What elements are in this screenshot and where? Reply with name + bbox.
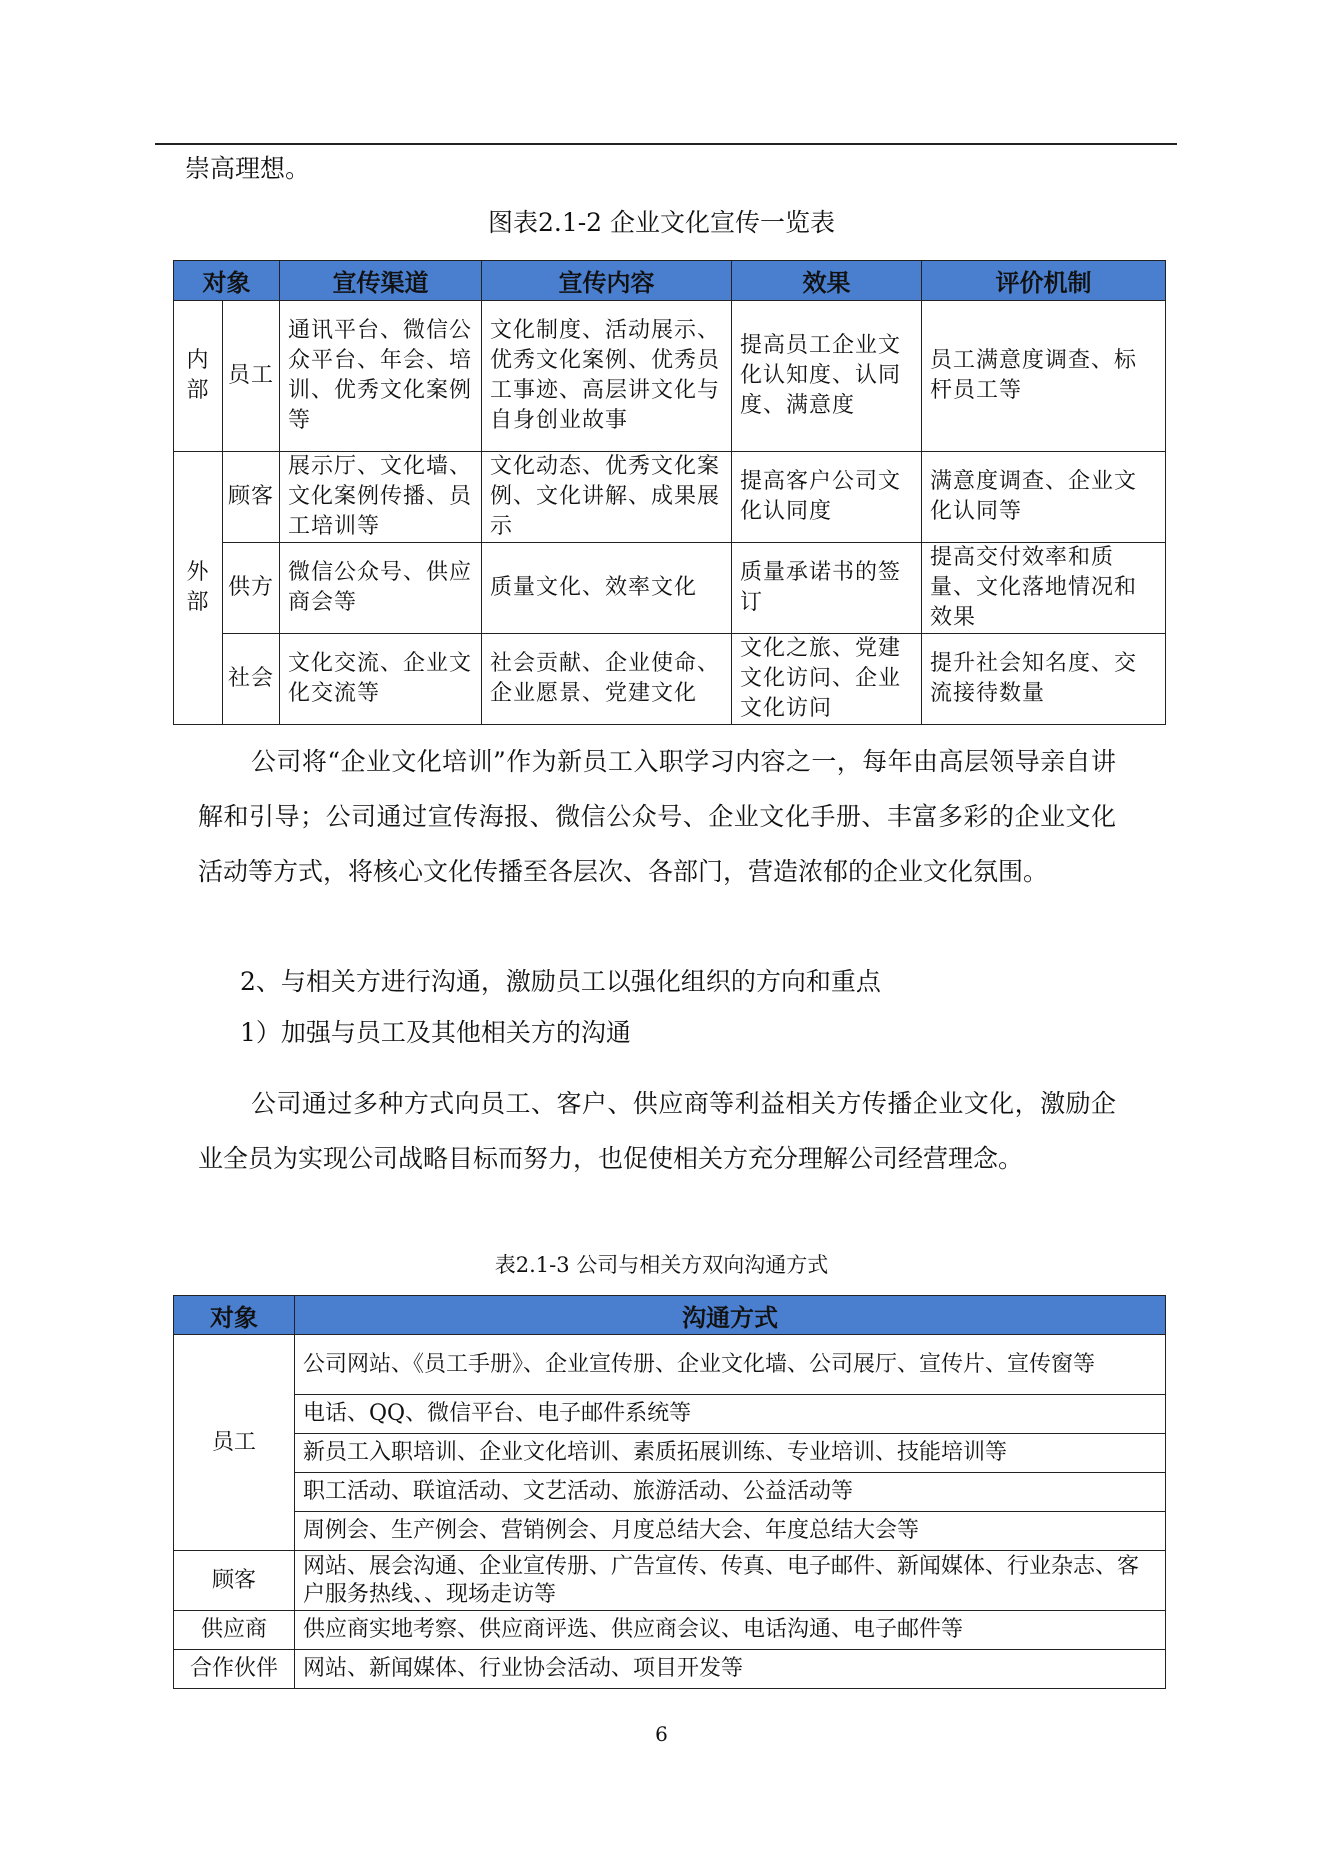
eval-cell: 提高交付效率和质量、文化落地情况和效果 <box>922 543 1166 634</box>
publicity-table <box>173 260 1166 725</box>
category-cell: 顾客 <box>174 1551 295 1611</box>
method-cell: 网站、展会沟通、企业宣传册、广告宣传、传真、电子邮件、新闻媒体、行业杂志、客户服务热线、、现场走访等 <box>295 1551 1166 1611</box>
table2-header-row <box>174 1296 1166 1335</box>
content-cell: 质量文化、效率文化 <box>482 543 732 634</box>
method-cell: 新员工入职培训、企业文化培训、素质拓展训练、专业培训、技能培训等 <box>295 1434 1166 1473</box>
group-cell: 外部 <box>174 452 223 725</box>
paragraph-2: 公司通过多种方式向员工、客户、供应商等利益相关方传播企业文化，激励企业全员为实现公司战略目标而努力，也促使相关方充分理解公司经营理念。 <box>198 1089 1116 1173</box>
table-row <box>174 452 1166 543</box>
table-row <box>174 1395 1166 1434</box>
category-cell: 员工 <box>174 1335 295 1551</box>
method-cell: 职工活动、联谊活动、文艺活动、旅游活动、公益活动等 <box>295 1473 1166 1512</box>
content-cell: 文化制度、活动展示、优秀文化案例、优秀员工事迹、高层讲文化与自身创业故事 <box>482 301 732 452</box>
header-effect: 效果 <box>732 261 922 301</box>
intro-line: 崇高理想。 <box>185 154 311 183</box>
method-cell: 网站、新闻媒体、行业协会活动、项目开发等 <box>295 1650 1166 1689</box>
table-row <box>174 1611 1166 1650</box>
subsection-heading-1: 1）加强与员工及其他相关方的沟通 <box>240 1018 631 1047</box>
sub-cell: 员工 <box>223 301 280 452</box>
category-cell: 供应商 <box>174 1611 295 1650</box>
effect-cell: 质量承诺书的签订 <box>732 543 922 634</box>
section-heading-2: 2、与相关方进行沟通，激励员工以强化组织的方向和重点 <box>240 967 881 996</box>
channel-cell: 通讯平台、微信公众平台、年会、培训、优秀文化案例等 <box>280 301 482 452</box>
method-cell: 供应商实地考察、供应商评选、供应商会议、电话沟通、电子邮件等 <box>295 1611 1166 1650</box>
header-channel: 宣传渠道 <box>280 261 482 301</box>
header-method: 沟通方式 <box>295 1296 1166 1335</box>
sub-cell: 供方 <box>223 543 280 634</box>
table-row <box>174 1473 1166 1512</box>
group-cell: 内部 <box>174 301 223 452</box>
channel-cell: 展示厅、文化墙、文化案例传播、员工培训等 <box>280 452 482 543</box>
eval-cell: 员工满意度调查、标杆员工等 <box>922 301 1166 452</box>
table-row <box>174 301 1166 452</box>
table2-caption: 表2.1-3 公司与相关方双向沟通方式 <box>494 1253 829 1277</box>
effect-cell: 提高员工企业文化认知度、认同度、满意度 <box>732 301 922 452</box>
table-row <box>174 1551 1166 1611</box>
effect-cell: 文化之旅、党建文化访问、企业文化访问 <box>732 634 922 725</box>
communication-table <box>173 1295 1166 1689</box>
sub-cell: 顾客 <box>223 452 280 543</box>
table1-header-row <box>174 261 1166 301</box>
header-object: 对象 <box>174 1296 295 1335</box>
eval-cell: 提升社会知名度、交流接待数量 <box>922 634 1166 725</box>
table-row <box>174 1434 1166 1473</box>
header-evaluation: 评价机制 <box>922 261 1166 301</box>
table-row <box>174 543 1166 634</box>
header-object: 对象 <box>174 261 280 301</box>
method-cell: 电话、QQ、微信平台、电子邮件系统等 <box>295 1395 1166 1434</box>
sub-cell: 社会 <box>223 634 280 725</box>
eval-cell: 满意度调查、企业文化认同等 <box>922 452 1166 543</box>
header-content: 宣传内容 <box>482 261 732 301</box>
content-cell: 社会贡献、企业使命、企业愿景、党建文化 <box>482 634 732 725</box>
page-number: 6 <box>655 1722 668 1746</box>
paragraph-1: 公司将“企业文化培训”作为新员工入职学习内容之一，每年由高层领导亲自讲解和引导；公司通过宣传海报、微信公众号、企业文化手册、丰富多彩的企业文化活动等方式，将核心文化传播至各层次、各部门，营造浓郁的企业文化氛围。 <box>198 747 1116 886</box>
channel-cell: 微信公众号、供应商会等 <box>280 543 482 634</box>
table-row <box>174 1512 1166 1551</box>
table-row <box>174 1650 1166 1689</box>
table1-caption: 图表2.1-2 企业文化宣传一览表 <box>487 208 836 237</box>
content-cell: 文化动态、优秀文化案例、文化讲解、成果展示 <box>482 452 732 543</box>
method-cell: 公司网站、《员工手册》、企业宣传册、企业文化墙、公司展厅、宣传片、宣传窗等 <box>295 1335 1166 1395</box>
table-row <box>174 1335 1166 1395</box>
table-row <box>174 634 1166 725</box>
header-rule <box>155 143 1177 145</box>
effect-cell: 提高客户公司文化认同度 <box>732 452 922 543</box>
method-cell: 周例会、生产例会、营销例会、月度总结大会、年度总结大会等 <box>295 1512 1166 1551</box>
category-cell: 合作伙伴 <box>174 1650 295 1689</box>
channel-cell: 文化交流、企业文化交流等 <box>280 634 482 725</box>
